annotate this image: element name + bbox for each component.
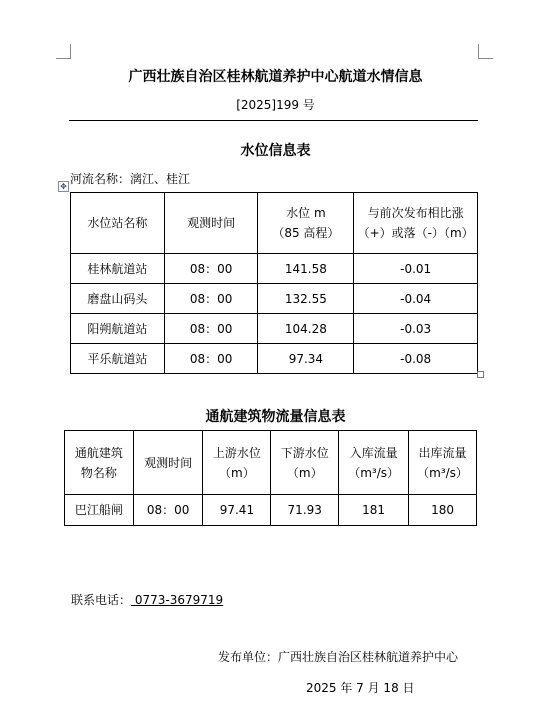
page-corner-mark-right bbox=[478, 44, 493, 59]
header-change: 与前次发布相比涨 （+）或落（-）（m） bbox=[354, 193, 478, 254]
water-level-value: 141.58 bbox=[258, 254, 354, 284]
station-name: 磨盘山码头 bbox=[71, 284, 165, 314]
downstream-level: 71.93 bbox=[271, 495, 339, 526]
water-level-value: 104.28 bbox=[258, 314, 354, 344]
level-change-value: -0.03 bbox=[354, 314, 478, 344]
header-station: 水位站名称 bbox=[71, 193, 165, 254]
document-number: [2025]199 号 bbox=[236, 98, 315, 112]
publish-date: 2025 年 7 月 18 日 bbox=[306, 681, 415, 695]
station-name: 桂林航道站 bbox=[71, 254, 165, 284]
table-row bbox=[71, 314, 478, 344]
upstream-level: 97.41 bbox=[203, 495, 271, 526]
header-upstream: 上游水位 （m） bbox=[203, 431, 271, 495]
publisher: 发布单位：广西壮族自治区桂林航道养护中心 bbox=[218, 650, 459, 664]
table-header-row bbox=[71, 193, 478, 254]
level-change-value: -0.01 bbox=[354, 254, 478, 284]
observe-time: 08：00 bbox=[164, 254, 258, 284]
contact-line bbox=[71, 591, 223, 608]
table-row bbox=[71, 344, 478, 374]
table-row bbox=[71, 254, 478, 284]
header-structure: 通航建筑 物名称 bbox=[65, 431, 134, 495]
flow-table-title: 通航建筑物流量信息表 bbox=[205, 409, 346, 425]
header-time: 观测时间 bbox=[164, 193, 258, 254]
table-move-handle-icon[interactable]: ✥ bbox=[58, 181, 69, 192]
table-row bbox=[71, 284, 478, 314]
structure-name: 巴江船闸 bbox=[65, 495, 134, 526]
water-level-value: 97.34 bbox=[258, 344, 354, 374]
header-downstream: 下游水位 （m） bbox=[271, 431, 339, 495]
contact-phone: 0773-3679719 bbox=[131, 593, 224, 607]
page-corner-mark-left bbox=[56, 44, 71, 59]
header-level: 水位 m （85 高程） bbox=[258, 193, 354, 254]
water-level-value: 132.55 bbox=[258, 284, 354, 314]
level-change-value: -0.04 bbox=[354, 284, 478, 314]
header-outflow: 出库流量 （m³/s） bbox=[409, 431, 477, 495]
observe-time: 08：00 bbox=[164, 284, 258, 314]
flow-table bbox=[64, 430, 477, 526]
contact-label: 联系电话： bbox=[71, 593, 132, 607]
water-level-table-title: 水位信息表 bbox=[240, 143, 311, 159]
river-name: 河流名称：漓江、桂江 bbox=[70, 172, 191, 186]
header-divider bbox=[69, 120, 478, 121]
table-resize-handle[interactable] bbox=[477, 371, 484, 378]
table-header-row bbox=[65, 431, 477, 495]
level-change-value: -0.08 bbox=[354, 344, 478, 374]
document-title: 广西壮族自治区桂林航道养护中心航道水情信息 bbox=[128, 69, 423, 85]
observe-time: 08：00 bbox=[133, 495, 203, 526]
header-inflow: 入库流量 （m³/s） bbox=[339, 431, 409, 495]
station-name: 平乐航道站 bbox=[71, 344, 165, 374]
outflow-value: 180 bbox=[409, 495, 477, 526]
water-level-table bbox=[70, 192, 478, 374]
observe-time: 08：00 bbox=[164, 314, 258, 344]
inflow-value: 181 bbox=[339, 495, 409, 526]
observe-time: 08：00 bbox=[164, 344, 258, 374]
table-row bbox=[65, 495, 477, 526]
station-name: 阳朔航道站 bbox=[71, 314, 165, 344]
header-time: 观测时间 bbox=[133, 431, 203, 495]
